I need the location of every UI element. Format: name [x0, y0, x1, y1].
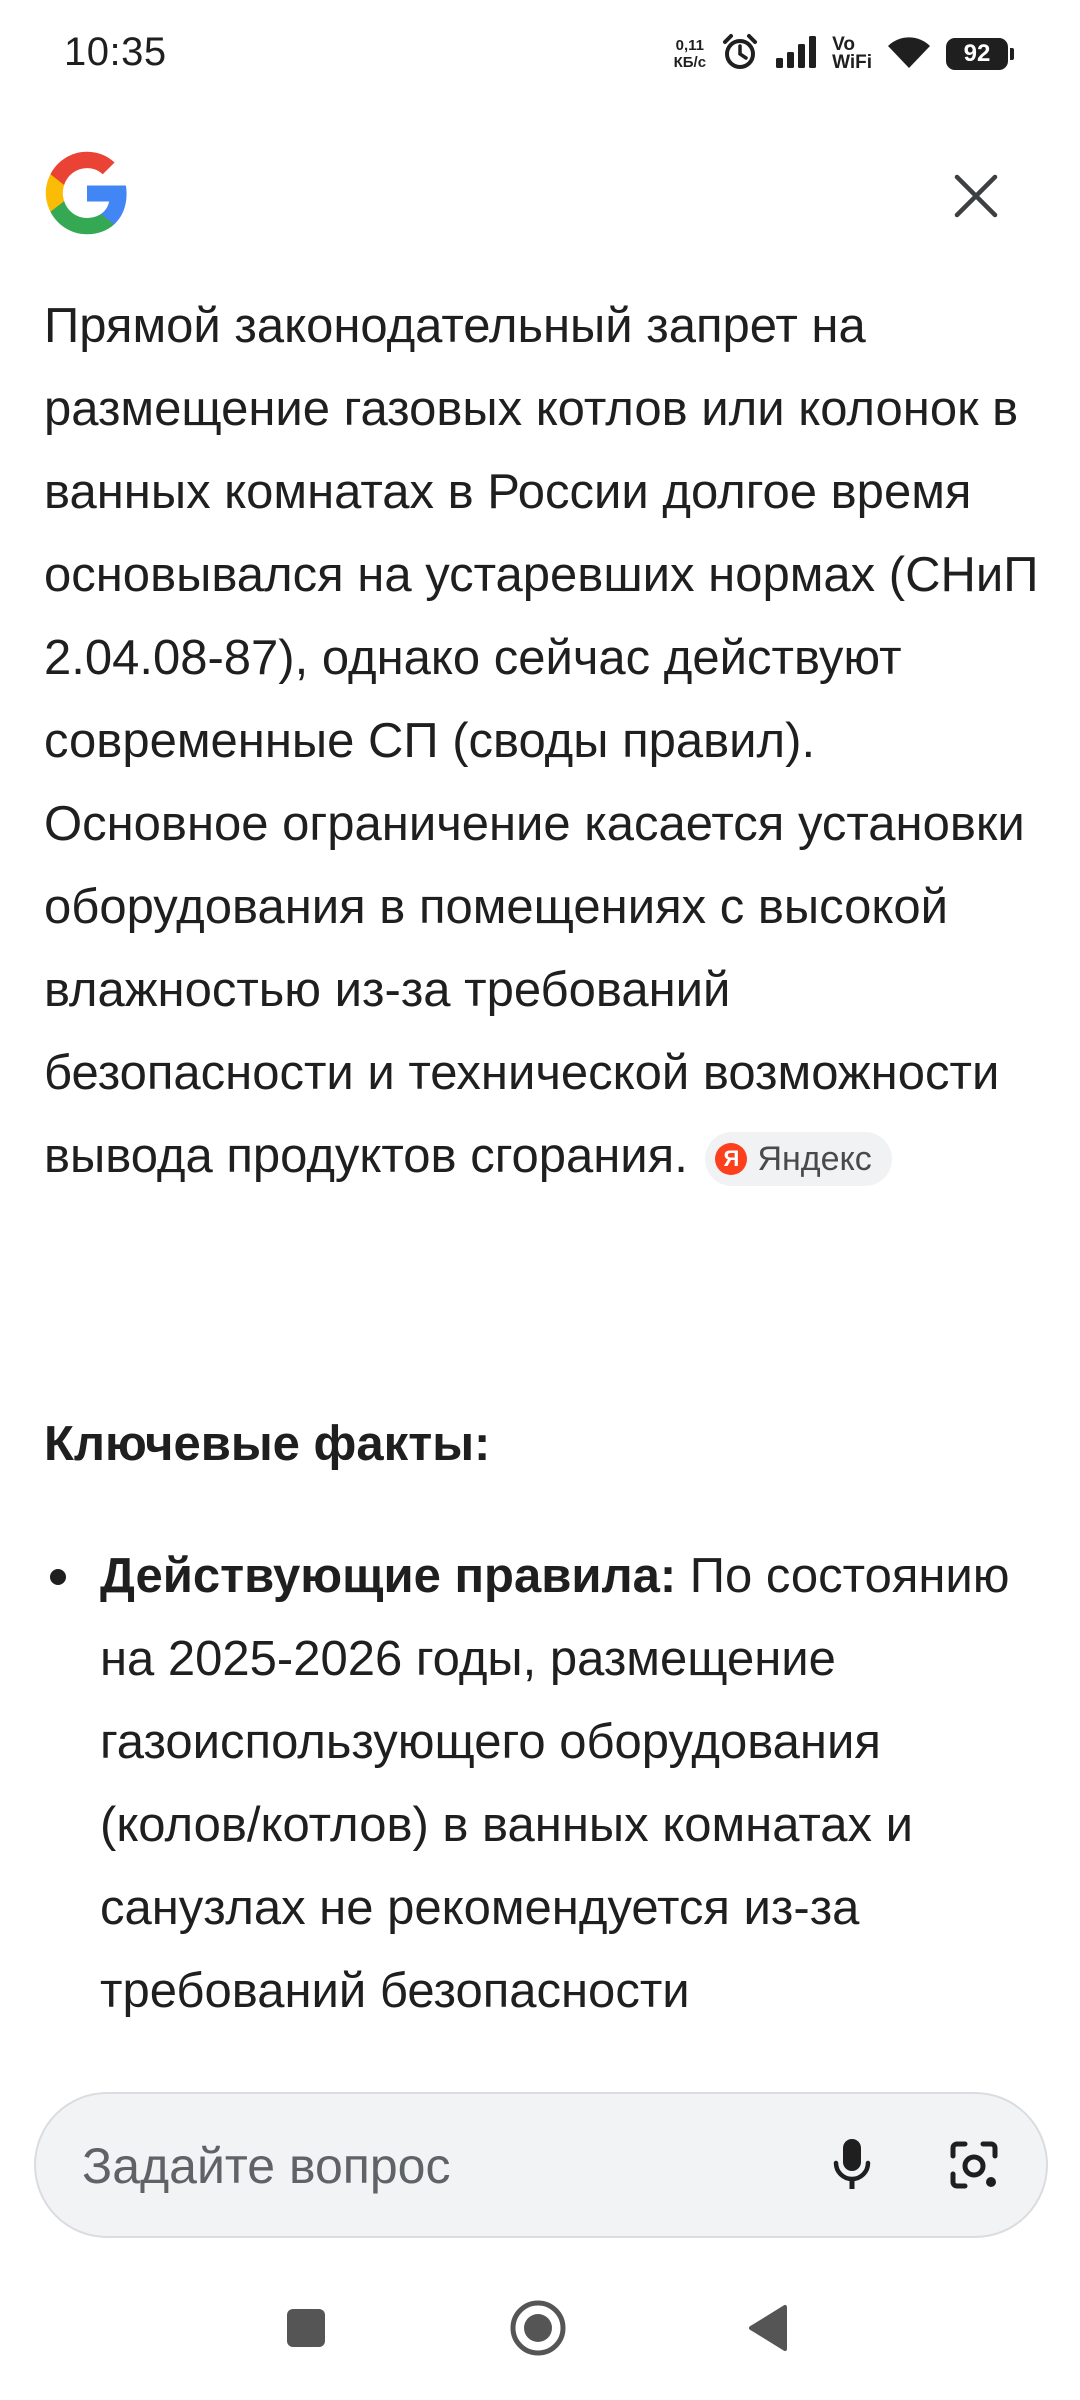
voice-search-button[interactable]: [814, 2129, 890, 2205]
camera-search-icon: [947, 2138, 1001, 2197]
recents-button[interactable]: [268, 2292, 344, 2368]
microphone-icon: [832, 2137, 872, 2198]
answer-paragraph: [44, 285, 1044, 1198]
home-button[interactable]: [500, 2292, 576, 2368]
source-chip-yandex[interactable]: [705, 1132, 891, 1186]
ask-bar: [34, 2092, 1048, 2238]
status-time: 10:35: [64, 30, 167, 74]
network-speed-value: 0,11: [675, 37, 705, 54]
yandex-icon: Я: [715, 1143, 747, 1175]
battery-icon: 92: [946, 38, 1008, 70]
system-navigation-bar: [0, 2260, 1080, 2400]
home-circle-icon: [509, 2299, 567, 2362]
list-item: [100, 1535, 1040, 2033]
ask-input[interactable]: [80, 2132, 784, 2200]
bullet-title: Действующие правила:: [100, 1549, 677, 1603]
bullet-body: По состоянию на 2025-2026 годы, размещение газоиспользующего оборудования (колов/котлов) в ванных комнатах и санузлах не рекомендуется из-за требований безопасности: [100, 1549, 1010, 2018]
recents-square-icon: [285, 2307, 327, 2354]
lens-search-button[interactable]: [936, 2129, 1012, 2205]
vowifi-bottom: WiFi: [832, 52, 872, 73]
key-facts-heading: Ключевые факты:: [44, 1417, 491, 1471]
network-speed-unit: КБ/с: [673, 54, 707, 71]
back-triangle-icon: [745, 2303, 791, 2358]
bullet-dot: [50, 1569, 66, 1585]
source-chip-label: Яндекс: [757, 1140, 872, 1178]
vowifi-top: Vo: [832, 34, 855, 55]
answer-text: Прямой законодательный запрет на размещение газовых котлов или колонок в ванных комнатах в России долгое время основывался на устаревших нормах (СНиП 2.04.08-87), однако сейчас действуют современные СП (своды правил). Основное ограничение касается установки оборудования в помещениях с высокой влажностью из-за требований безопасности и технической возможности вывода продуктов сгорания.: [44, 299, 1039, 1183]
back-button[interactable]: [730, 2292, 806, 2368]
